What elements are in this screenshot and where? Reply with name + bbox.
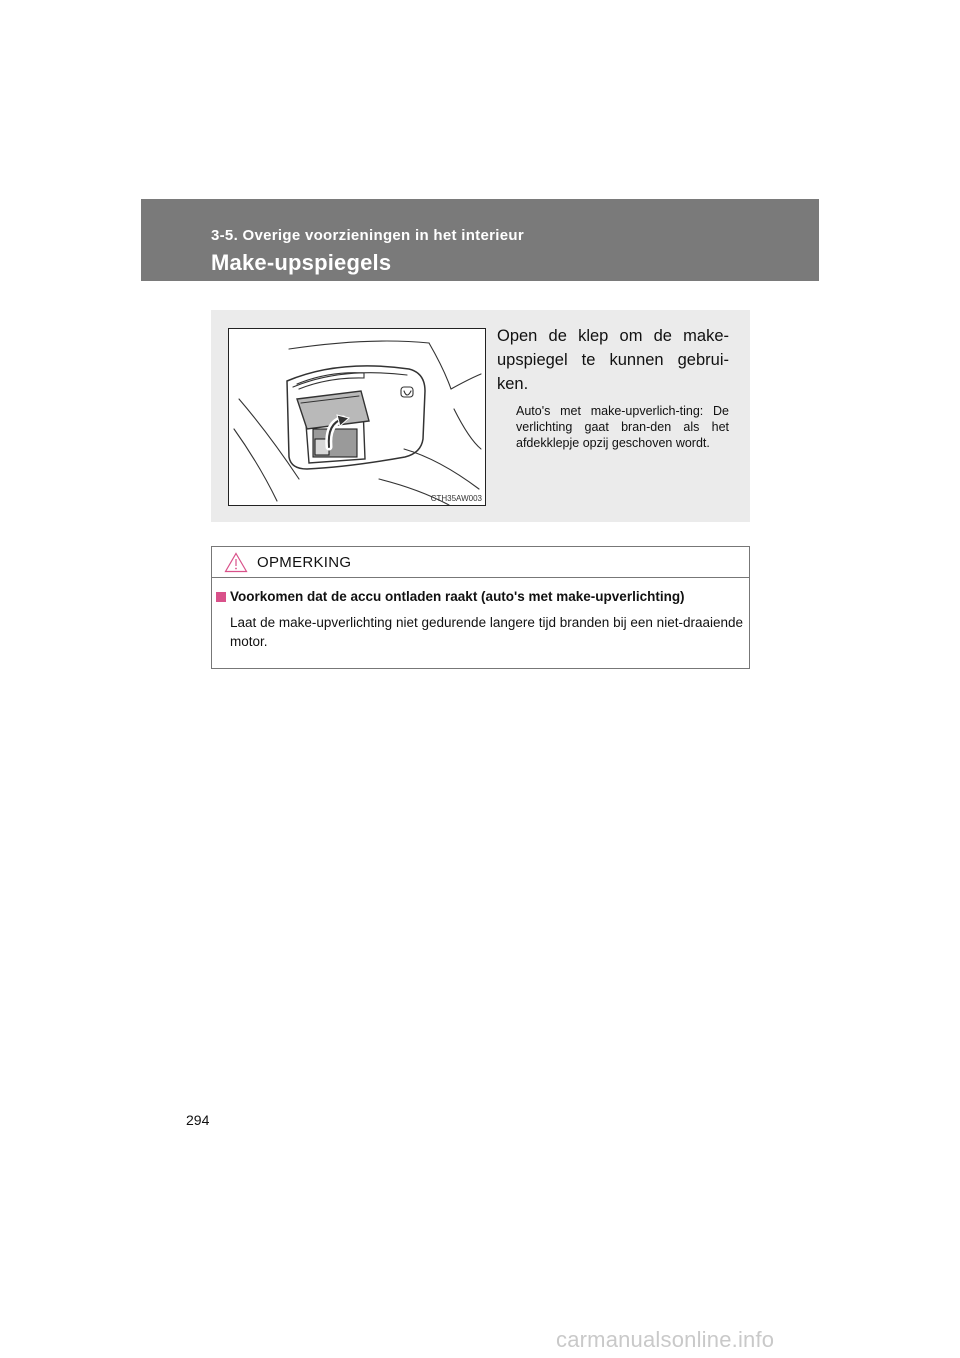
notice-text: Laat de make-upverlichting niet gedurende langere tijd branden bij een niet-draaiende motor. (230, 615, 743, 649)
page-title: Make-upspiegels (211, 250, 392, 275)
section-header (141, 199, 819, 281)
notice-heading: Voorkomen dat de accu ontladen raakt (auto's met make-upverlichting) (230, 589, 685, 604)
notice-header (212, 547, 749, 578)
bullet-square-icon (216, 592, 226, 602)
figure-code: CTH35AW003 (430, 494, 482, 503)
watermark: carmanualsonline.info (556, 1327, 775, 1352)
sun-visor-drawing (229, 329, 485, 505)
lighting-note: Auto's met make-upverlich-ting: De verlichting gaat bran-den als het afdekklepje opzij geschoven wordt. (516, 404, 729, 450)
warning-triangle-icon (224, 552, 248, 578)
instruction-text: Open de klep om de make-upspiegel te kunnen gebrui-ken. (497, 327, 729, 393)
notice-box (211, 546, 750, 669)
page-number: 294 (186, 1112, 210, 1128)
notice-label: OPMERKING (257, 554, 352, 571)
vanity-mirror-illustration (228, 328, 486, 506)
info-panel (211, 310, 750, 522)
section-label: 3-5. Overige voorzieningen in het interieur (211, 227, 524, 244)
